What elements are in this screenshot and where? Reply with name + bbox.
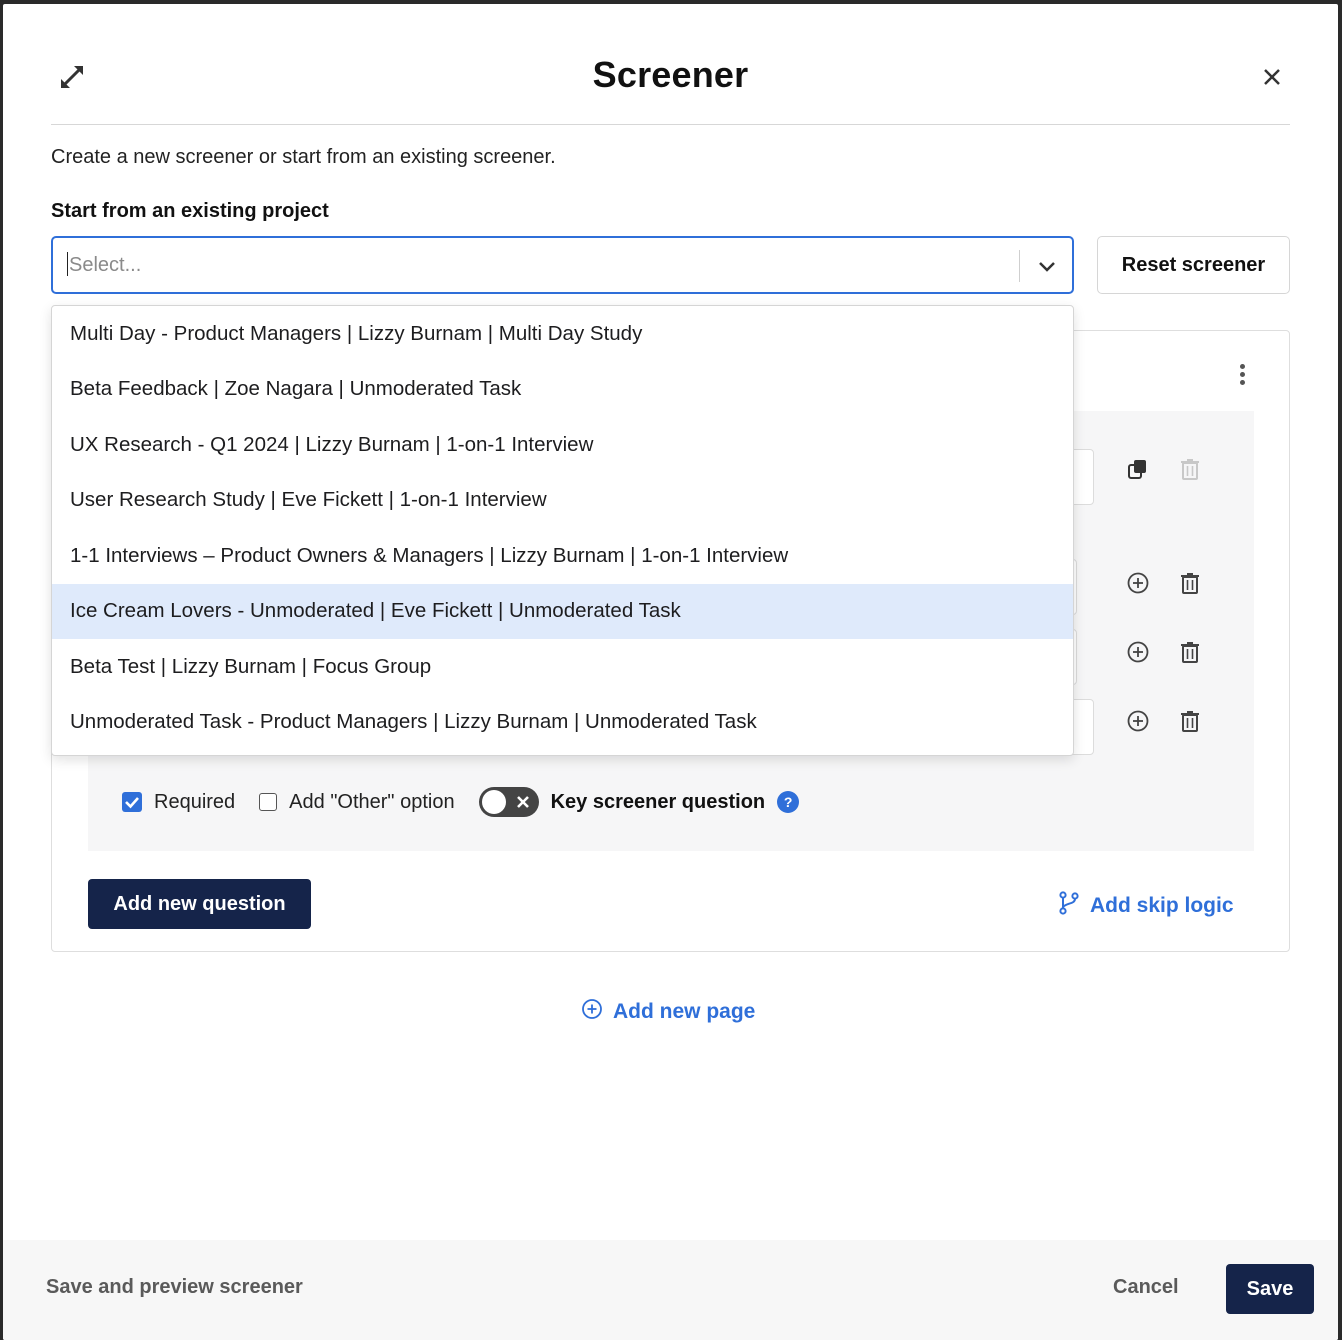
add-skip-logic-link[interactable] <box>1058 891 1234 920</box>
screener-modal <box>3 4 1338 1340</box>
save-button[interactable]: Save <box>1226 1264 1314 1314</box>
branch-icon <box>1058 891 1080 920</box>
key-question-label: Key screener question <box>550 790 766 813</box>
dropdown-option[interactable]: Unmoderated Task - Product Managers | Lizzy Burnam | Unmoderated Task <box>70 710 757 734</box>
modal-footer <box>3 1240 1338 1340</box>
other-option-label: Add "Other" option <box>289 790 455 813</box>
add-new-page-link[interactable] <box>581 998 755 1025</box>
question-options-row <box>122 787 799 817</box>
existing-project-label: Start from an existing project <box>51 200 329 222</box>
dropdown-option[interactable]: Beta Test | Lizzy Burnam | Focus Group <box>70 654 432 678</box>
chevron-down-icon[interactable] <box>1035 254 1059 278</box>
intro-text: Create a new screener or start from an existing screener. <box>51 146 556 168</box>
existing-project-dropdown <box>51 305 1074 756</box>
help-icon[interactable]: ? <box>777 791 799 813</box>
dropdown-option[interactable]: User Research Study | Eve Fickett | 1-on-1 Interview <box>70 488 547 512</box>
other-option-checkbox[interactable] <box>259 793 277 811</box>
add-circle-icon[interactable] <box>1126 640 1150 664</box>
dropdown-option[interactable]: Beta Feedback | Zoe Nagara | Unmoderated Task <box>70 377 522 401</box>
close-icon <box>513 792 533 812</box>
select-placeholder: Select... <box>69 254 142 276</box>
trash-icon[interactable] <box>1178 457 1202 481</box>
add-new-page-label: Add new page <box>613 999 756 1023</box>
header-divider <box>51 124 1290 125</box>
select-separator <box>1019 250 1020 282</box>
more-options-icon[interactable] <box>1232 361 1252 391</box>
close-icon[interactable] <box>1259 64 1285 90</box>
add-circle-icon <box>581 998 603 1025</box>
save-and-preview-button[interactable]: Save and preview screener <box>46 1276 303 1298</box>
trash-icon[interactable] <box>1178 709 1202 733</box>
add-skip-logic-label: Add skip logic <box>1090 893 1234 917</box>
cancel-button[interactable]: Cancel <box>1113 1276 1179 1298</box>
required-label: Required <box>154 790 236 813</box>
dropdown-option[interactable]: UX Research - Q1 2024 | Lizzy Burnam | 1-on-1 Interview <box>70 432 594 456</box>
existing-project-select[interactable] <box>51 236 1074 294</box>
reset-screener-button[interactable]: Reset screener <box>1097 236 1290 294</box>
trash-icon[interactable] <box>1178 640 1202 664</box>
modal-header <box>3 4 1338 124</box>
trash-icon[interactable] <box>1178 571 1202 595</box>
add-circle-icon[interactable] <box>1126 571 1150 595</box>
dropdown-option[interactable]: 1-1 Interviews – Product Owners & Managers | Lizzy Burnam | 1-on-1 Interview <box>70 543 789 567</box>
dropdown-option-highlighted[interactable]: Ice Cream Lovers - Unmoderated | Eve Fickett | Unmoderated Task <box>52 584 1073 640</box>
key-question-toggle[interactable] <box>479 787 539 817</box>
text-caret <box>67 252 68 276</box>
toggle-knob <box>482 790 506 814</box>
required-checkbox[interactable] <box>122 792 142 812</box>
dropdown-option[interactable]: Multi Day - Product Managers | Lizzy Burnam | Multi Day Study <box>70 321 643 345</box>
add-new-question-button[interactable]: Add new question <box>88 879 311 929</box>
modal-title: Screener <box>592 54 749 95</box>
add-circle-icon[interactable] <box>1126 709 1150 733</box>
copy-icon[interactable] <box>1126 457 1150 481</box>
